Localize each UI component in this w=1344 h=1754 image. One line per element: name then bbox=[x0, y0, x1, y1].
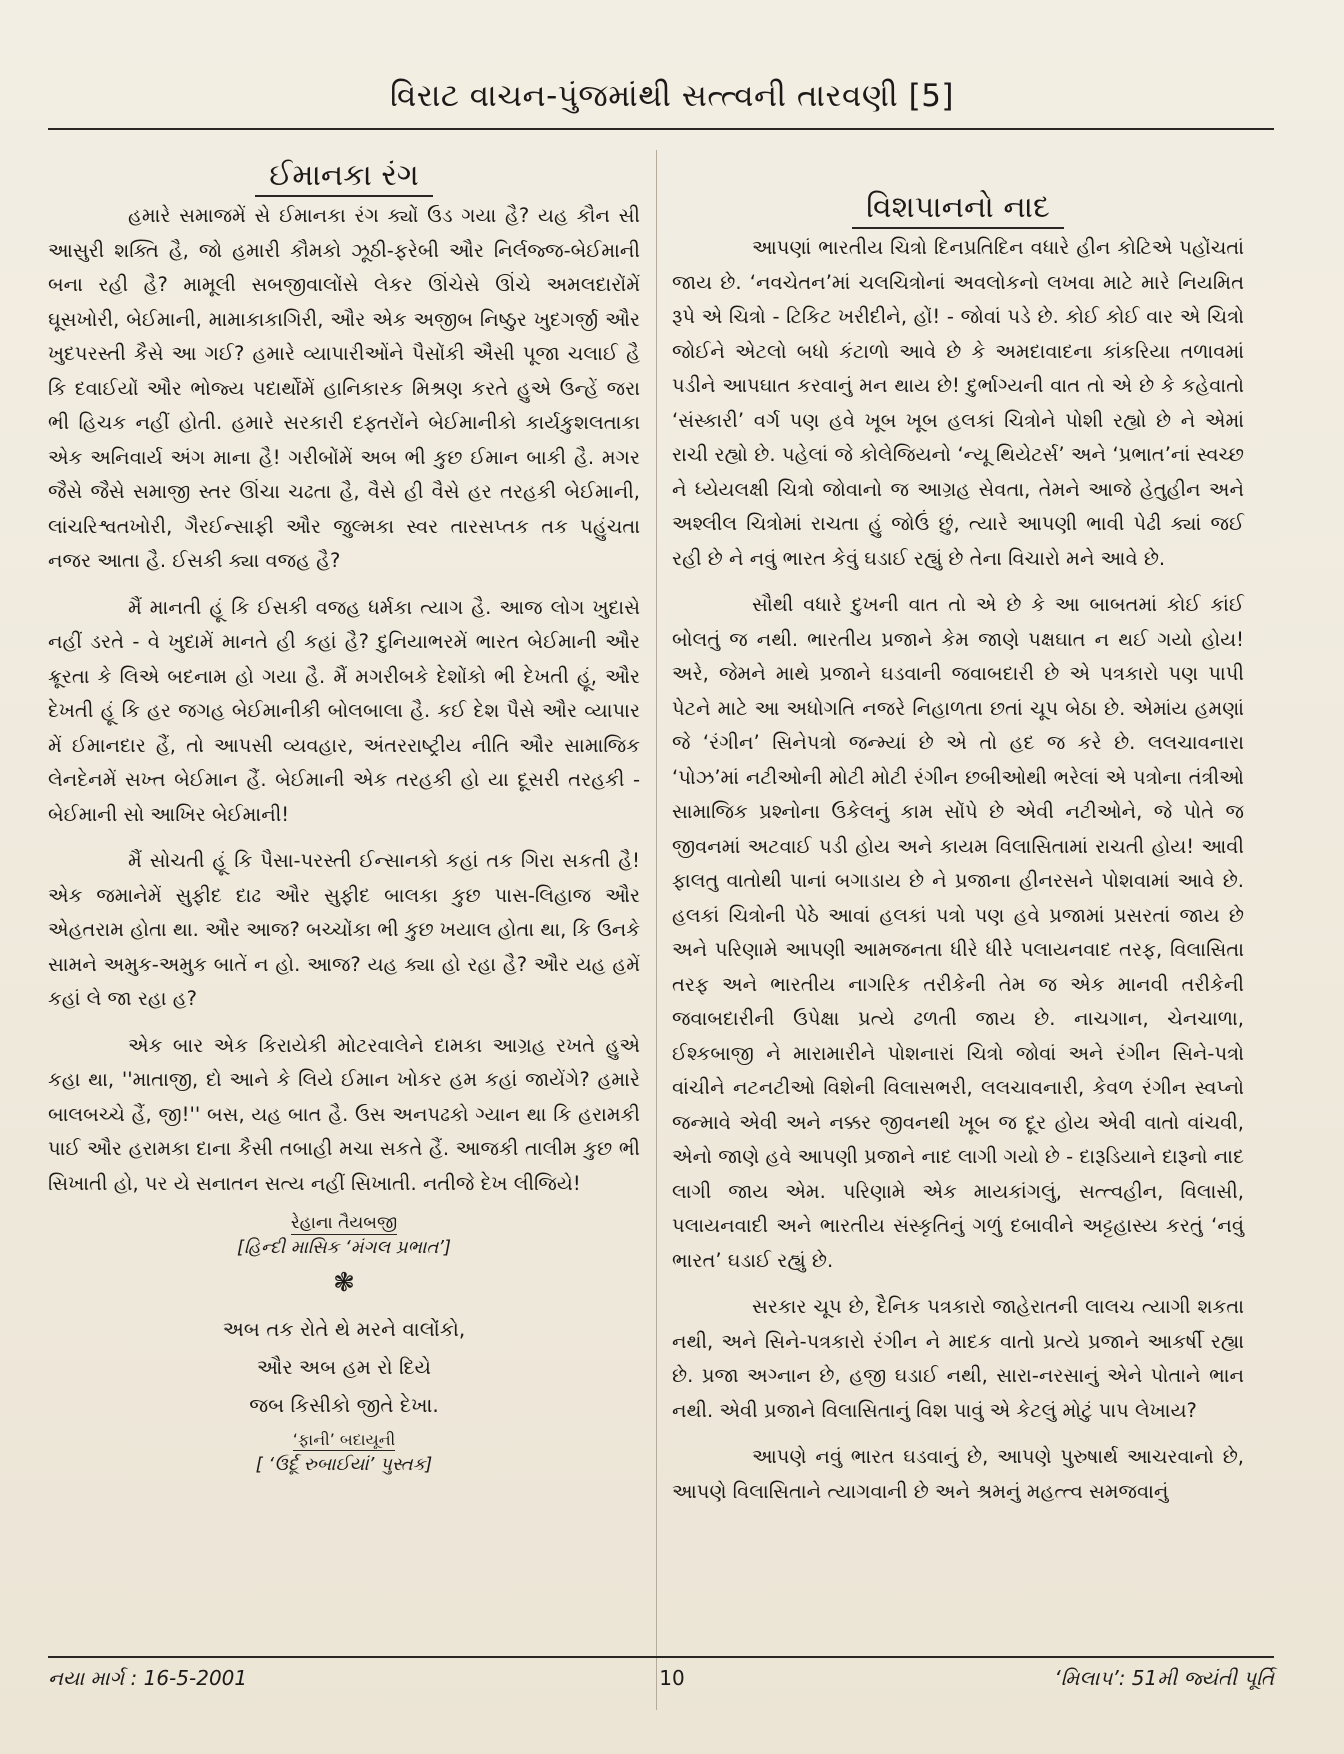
verse-line-2: ઔર અબ હમ રો દિયે bbox=[256, 1355, 432, 1379]
footer-supplement: ‘મિલાપ’: 51મી જ્યંતી પૂર્તિ bbox=[1054, 1666, 1274, 1690]
page-number: 10 bbox=[659, 1666, 685, 1690]
right-column bbox=[672, 190, 1244, 1521]
footer-publication: નયા માર્ગ : 16-5-2001 bbox=[48, 1666, 248, 1690]
left-paragraph-4: એક બાર એક કિરાયેકી મોટરવાલેને દામકા આગ્રહ રખતે હુએ કહા થા, ''માતાજી, દો આને કે લિયે ઈમાન ખોકર હમ કહાં જાયેંગે? હમારે બાલબચ્ચે હૈં, જી!'' બસ, યહ બાત હૈ. ઉસ અનપઢકો ગ્યાન થા કિ હરામકી પાઈ ઔર હરામકા દાના કૈસી તબાહી મચા સકતે હૈં. આજકી તાલીમ કુછ ભી સિખાતી હો, પર યે સનાતન સત્ય નહીં સિખાતી. નતીજે દેખ લીજિયે! bbox=[48, 1033, 640, 1195]
verse bbox=[48, 1310, 640, 1424]
verse-source: [ ‘ઉર્દૂ રુબાઈયાં’ પુસ્તક] bbox=[255, 1454, 433, 1475]
left-article-title: ઈમાનકા રંગ bbox=[48, 158, 640, 197]
right-paragraph-1: આપણાં ભારતીય ચિત્રો દિનપ્રતિદિન વધારે હીન કોટિએ પહોંચતાં જાય છે. ‘નવચેતન’માં ચલચિત્રોનાં અવલોકનો લખવા માટે મારે નિયમિત રૂપે એ ચિત્રો - ટિકિટ ખરીદીને, હોં! - જોવાં પડે છે. કોઈ કોઈ વાર એ ચિત્રો જોઈને એટલો બધો કંટાળો આવે છે કે અમદાવાદના કાંકરિયા તળાવમાં પડીને આપઘાત કરવાનું મન થાય છે! દુર્ભાગ્યની વાત તો એ છે કે કહેવાતો ‘સંસ્કારી’ વર્ગ પણ હવે ખૂબ ખૂબ હલકાં ચિત્રોને પોશી રહ્યો છે ને એમાં રાચી રહ્યો છે. પહેલાં જે કોલેજિયનો ‘ન્યૂ થિયેટર્સ’ અને ‘પ્રભાત’નાં સ્વચ્છ ને ધ્યેયલક્ષી ચિત્રો જોવાનો જ આગ્રહ સેવતા, તેમને આજે હેતુહીન અને અશ્લીલ ચિત્રોમાં રાચતા હું જોઉં છું, ત્યારે આપણી ભાવી પેઢી ક્યાં જઈ રહી છે ને નવું ભારત કેવું ઘડાઈ રહ્યું છે તેના વિચારો મને આવે છે. bbox=[672, 236, 1244, 570]
left-paragraph-3: મૈં સોચતી હૂં કિ પૈસા-પરસ્તી ઈન્સાનકો કહાં તક ગિરા સકતી હૈ! એક જમાનેમેં સુફીદ દાઢ ઔર સુફીદ બાલકા કુછ પાસ-લિહાજ ઔર એહતરામ હોતા થા. ઔર આજ? બચ્ચોંકા ભી કુછ ખયાલ હોતા થા, કિ ઉનકે સામને અમુક-અમુક બાતેં ન હો. આજ? યહ ક્યા હો રહા હૈ? ઔર યહ હમેં કહાં લે જા રહા હ? bbox=[48, 849, 640, 1010]
left-column bbox=[48, 158, 640, 1485]
flower-ornament-icon: ❃ bbox=[333, 1268, 355, 1298]
left-paragraph-1: હમારે સમાજમેં સે ઈમાનકા રંગ ક્યોં ઉડ ગયા હૈ? યહ કૌન સી આસુરી શક્તિ હૈ, જો હમારી કૌમકો ઝૂઠી-ફરેબી ઔર નિર્લજ્જ-બેઈમાની બના રહી હૈ? મામૂલી સબજીવાલોંસે લેકર ઊંચેસે ઊંચે અમલદારોંમેં ઘૂસખોરી, બેઈમાની, મામાકાકાગિરી, ઔર એક અજીબ નિષ્ઠુર ખુદગર્જી ઔર ખુદપરસ્તી કૈસે આ ગઈ? હમારે વ્યાપારીઓંને પૈસોંકી ઐસી પૂજા ચલાઈ હૈ કિ દવાઈયોં ઔર ભોજ્ય પદાર્થોંમેં હાનિકારક મિશ્રણ કરતે હુએ ઉન્હેં જરા ભી હિચક નહીં હોતી. હમારે સરકારી દફ્તરોંને બેઈમાનીકો કાર્યકુશલતાકા એક અનિવાર્ય અંગ માના હૈ! ગરીબોંમેં અબ ભી કુછ ઈમાન બાકી હૈ. મગર જૈસે જૈસે સમાજી સ્તર ઊંચા ચઢતા હૈ, વૈસે હી વૈસે હર તરહકી બેઈમાની, લાંચરિશ્વતખોરી, ગૈરઈન્સાફી ઔર જુલ્મકા સ્વર તારસપ્તક તક પહુંચતા નજર આતા હૈ. ઈસકી ક્યા વજહ હૈ? bbox=[48, 204, 640, 572]
footer-rule bbox=[48, 1656, 1274, 1658]
left-source: [હિન્દી માસિક ‘મંગલ પ્રભાત’] bbox=[236, 1237, 452, 1258]
header-rule bbox=[48, 128, 1274, 130]
left-author-credit: રેહાના તૈયબજી bbox=[290, 1213, 398, 1233]
page-header-title: વિરાટ વાચન-પુંજમાંથી સત્ત્વની તારવણી [5] bbox=[389, 78, 955, 114]
right-article-title: વિશપાનનો નાદ bbox=[672, 190, 1244, 229]
verse-line-1: અબ તક રોતે થે મરને વાલોંકો, bbox=[222, 1317, 466, 1341]
left-paragraph-2: મૈં માનતી હૂં કિ ઈસકી વજહ ધર્મકા ત્યાગ હૈ. આજ લોગ ખુદાસે નહીં ડરતે - વે ખુદામેં માનતે હી કહાં હૈ? દુનિયાભરમેં ભારત બેઈમાની ઔર ક્રૂરતા કે લિએ બદનામ હો ગયા હૈ. મૈં મગરીબકે દેશોંકો ભી દેખતી હૂં, ઔર દેખતી હૂં કિ હર જગહ બેઈમાનીકી બોલબાલા હૈ. કઈ દેશ પૈસે ઔર વ્યાપાર મેં ઈમાનદાર હૈં, તો આપસી વ્યવહાર, અંતરરાષ્ટ્રીય નીતિ ઔર સામાજિક લેનદેનમેં સખ્ત બેઈમાન હૈં. બેઈમાની એક તરહકી હો યા દૂસરી તરહકી - બેઈમાની સો આખિર બેઈમાની! bbox=[48, 595, 640, 826]
right-paragraph-3: સરકાર ચૂપ છે, દૈનિક પત્રકારો જાહેરાતની લાલચ ત્યાગી શકતા નથી, અને સિને-પત્રકારો રંગીન ને માદક વાતો પ્રત્યે પ્રજાને આકર્ષી રહ્યા છે. પ્રજા અગ્નાન છે, હજી ઘડાઈ નથી, સારા-નરસાનું એને પોતાને ભાન નથી. એવી પ્રજાને વિલાસિતાનું વિશ પાવું એ કેટલું મોટું પાપ લેખાય? bbox=[672, 1295, 1244, 1422]
verse-line-3: જબ કિસીકો જીતે દેખા. bbox=[249, 1393, 439, 1417]
right-paragraph-2: સૌથી વધારે દુખની વાત તો એ છે કે આ બાબતમાં કોઈ કાંઈ બોલતું જ નથી. ભારતીય પ્રજાને કેમ જાણે પક્ષઘાત ન થઈ ગયો હોય! અરે, જેમને માથે પ્રજાને ઘડવાની જવાબદારી છે એ પત્રકારો પણ પાપી પેટને માટે આ અધોગતિ નજરે નિહાળતા છતાં ચૂપ બેઠા છે. એમાંય હમણાં જે ‘રંગીન’ સિનેપત્રો જન્મ્યાં છે એ તો હદ જ કરે છે. લલચાવનારા ‘પોઝ’માં નટીઓની મોટી મોટી રંગીન છબીઓથી ભરેલાં એ પત્રોના તંત્રીઓ સામાજિક પ્રશ્નોના ઉકેલનું કામ સોંપે છે એવી નટીઓને, જે પોતે જ જીવનમાં અટવાઈ પડી હોય અને કાયમ વિલાસિતામાં રાચતી હોય! આવી ફાલતુ વાતોથી પાનાં બગાડાય છે ને પ્રજાના હીનરસને પોશવામાં આવે છે. હલકાં ચિત્રોની પેઠે આવાં હલકાં પત્રો પણ હવે પ્રજામાં પ્રસરતાં જાય છે અને પરિણામે આપણી આમજનતા ધીરે ધીરે પલાયનવાદ તરફ, વિલાસિતા તરફ અને ભારતીય નાગરિક તરીકેની તેમ જ એક માનવી તરીકેની જવાબદારીની ઉપેક્ષા પ્રત્યે ઢળતી જાય છે. નાચગાન, ચેનચાળા, ઈશ્કબાજી ને મારામારીને પોશનારાં ચિત્રો જોવાં અને રંગીન સિને-પત્રો વાંચીને નટનટીઓ વિશેની વિલાસભરી, લલચાવનારી, કેવળ રંગીન સ્વપ્નો જન્માવે એવી અને નક્કર જીવનથી ખૂબ જ દૂર હોય એવી વાતો વાંચવી, એનો જાણે હવે આપણી પ્રજાને નાદ લાગી ગયો છે - દારૂડિયાને દારૂનો નાદ લાગી જાય એમ. પરિણામે એક માયકાંગલું, સત્ત્વહીન, વિલાસી, પલાયનવાદી અને ભારતીય સંસ્કૃતિનું ગળું દબાવીને અટ્ટહાસ્ય કરતું ‘નવું ભારત’ ઘડાઈ રહ્યું છે. bbox=[672, 593, 1244, 1272]
column-divider bbox=[656, 150, 657, 1710]
right-paragraph-4: આપણે નવું ભારત ઘડવાનું છે, આપણે પુરુષાર્થ આચરવાનો છે, આપણે વિલાસિતાને ત્યાગવાની છે અને શ્રમનું મહત્ત્વ સમજવાનું bbox=[672, 1445, 1244, 1503]
verse-credit: ‘ફાની’ બદાયૂની bbox=[292, 1430, 396, 1449]
